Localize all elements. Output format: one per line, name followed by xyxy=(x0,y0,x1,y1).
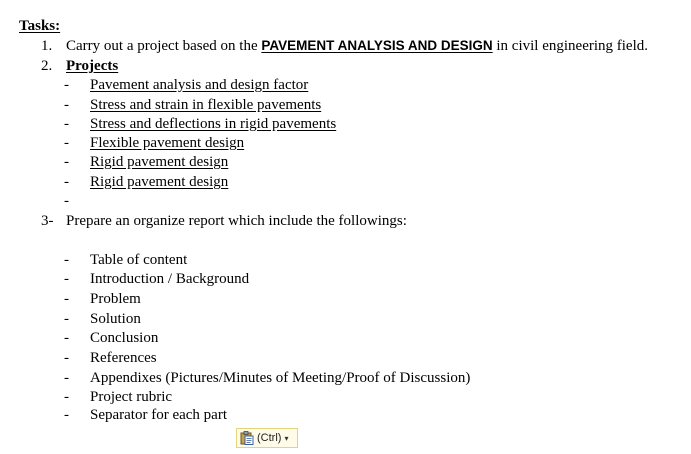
item3-number: 3- xyxy=(41,213,54,229)
item1-number: 1. xyxy=(41,38,53,54)
bullet-dash: - xyxy=(64,370,69,386)
list-item: Solution xyxy=(90,311,141,327)
project-item[interactable]: Rigid pavement design xyxy=(90,174,229,190)
project-item[interactable]: Stress and deflections in rigid pavements xyxy=(90,116,337,132)
bullet-dash: - xyxy=(64,252,69,268)
bullet-dash: - xyxy=(64,174,69,190)
item3-text: Prepare an organize report which include the followings: xyxy=(66,213,407,229)
project-item[interactable]: Pavement analysis and design factor xyxy=(90,77,309,93)
clipboard-icon xyxy=(240,431,254,445)
item2-number: 2. xyxy=(41,58,53,74)
project-item[interactable]: Stress and strain in flexible pavements xyxy=(90,97,322,113)
item1-text-before: Carry out a project based on the xyxy=(66,38,262,54)
list-item: Table of content xyxy=(90,252,188,268)
list-item: References xyxy=(90,350,157,366)
project-item[interactable]: Flexible pavement design xyxy=(90,135,245,151)
project-item[interactable]: Rigid pavement design xyxy=(90,154,229,170)
chevron-down-icon: ▾ xyxy=(284,433,289,443)
bullet-dash: - xyxy=(64,193,69,209)
bullet-dash: - xyxy=(64,350,69,366)
item1-text xyxy=(66,37,648,55)
bullet-dash: - xyxy=(64,77,69,93)
list-item: Introduction / Background xyxy=(90,271,250,287)
paste-options-button[interactable] xyxy=(236,428,298,448)
list-item: Conclusion xyxy=(90,330,159,346)
item1-text-after: in civil engineering field. xyxy=(492,38,649,54)
bullet-dash: - xyxy=(64,271,69,287)
bullet-dash: - xyxy=(64,135,69,151)
list-item: Problem xyxy=(90,291,141,307)
item2-label: Projects xyxy=(66,58,119,74)
item1-emphasis: PAVEMENT ANALYSIS AND DESIGN xyxy=(261,38,493,53)
list-item: Appendixes (Pictures/Minutes of Meeting/Proof of Discussion) xyxy=(90,370,471,386)
bullet-dash: - xyxy=(64,389,69,405)
heading-tasks: Tasks: xyxy=(19,18,61,34)
bullet-dash: - xyxy=(64,97,69,113)
bullet-dash: - xyxy=(64,311,69,327)
paste-options-label: (Ctrl) xyxy=(257,432,282,444)
bullet-dash: - xyxy=(64,291,69,307)
bullet-dash: - xyxy=(64,154,69,170)
list-item: Project rubric xyxy=(90,389,173,405)
list-item: Separator for each part xyxy=(90,407,228,423)
bullet-dash: - xyxy=(64,330,69,346)
bullet-dash: - xyxy=(64,407,69,423)
bullet-dash: - xyxy=(64,116,69,132)
